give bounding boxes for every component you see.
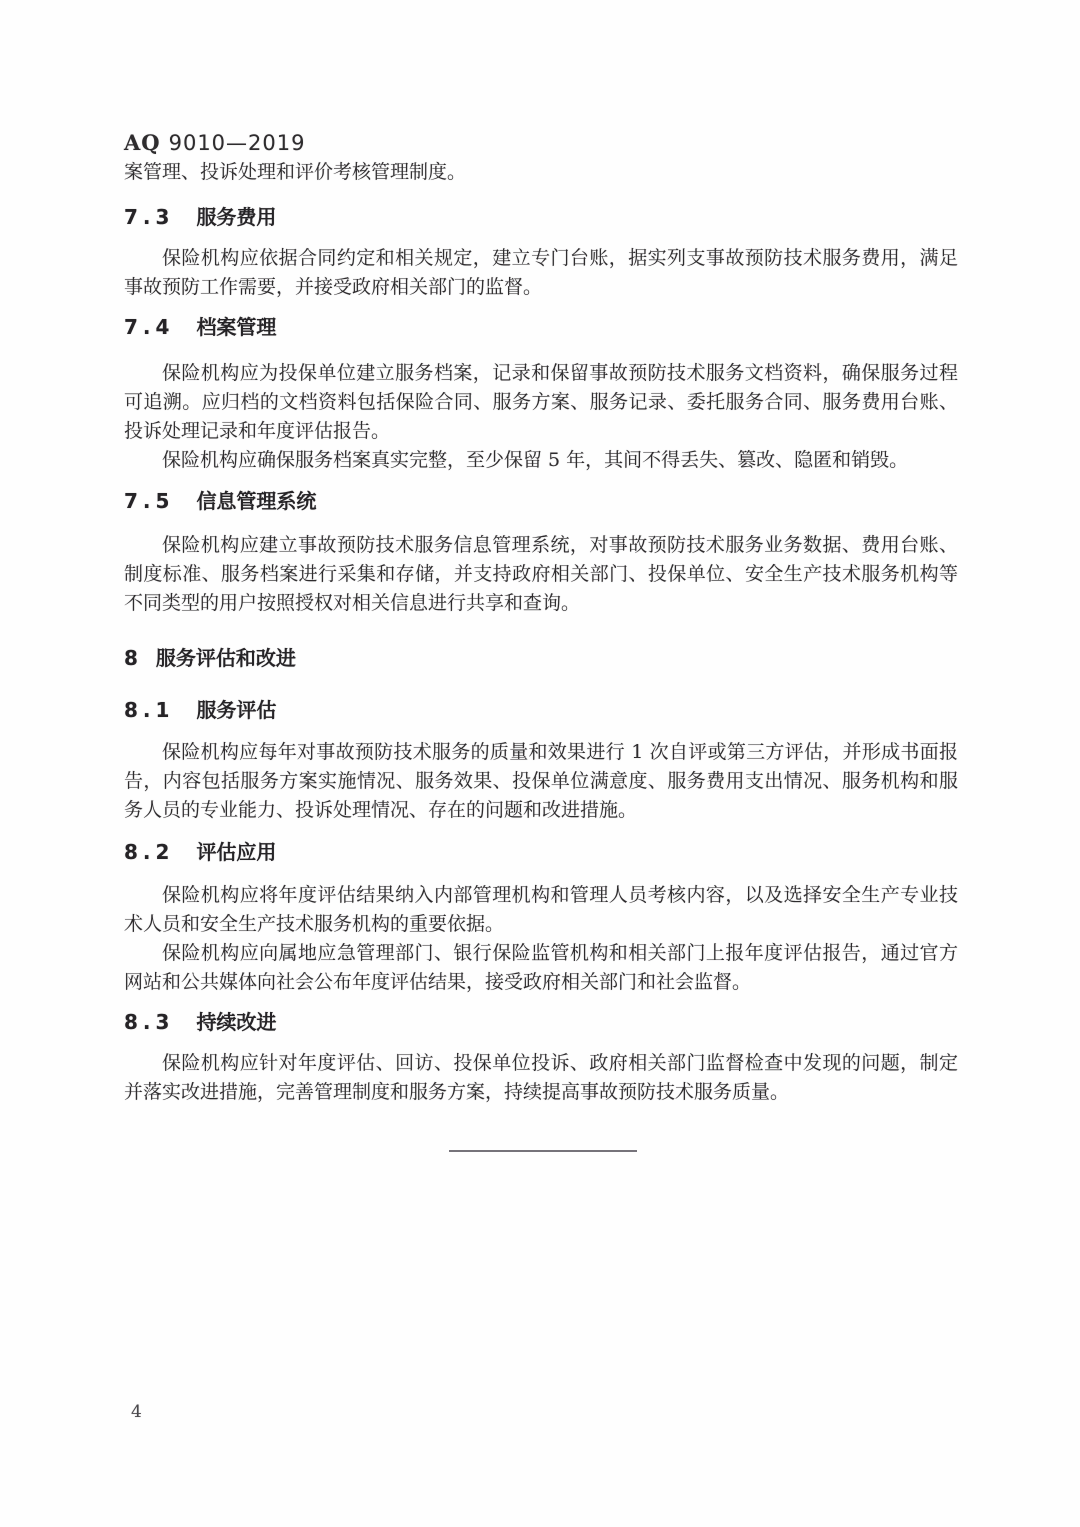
section-heading-7-3: [124, 203, 958, 232]
standard-number: 9010—2019: [168, 131, 306, 155]
paragraph: 保险机构应依据合同约定和相关规定，建立专门台账，据实列支事故预防技术服务费用，满足事故预防工作需要，并接受政府相关部门的监督。: [124, 247, 958, 298]
paragraph: 保险机构应针对年度评估、回访、投保单位投诉、政府相关部门监督检查中发现的问题，制定并落实改进措施，完善管理制度和服务方案，持续提高事故预防技术服务质量。: [124, 1052, 958, 1103]
section-title: 服务评估: [196, 698, 277, 722]
section-title: 档案管理: [196, 315, 277, 339]
section-number: 7.5: [124, 489, 175, 513]
section-title: 信息管理系统: [196, 489, 317, 513]
intro-continuation-paragraph: 案管理、投诉处理和评价考核管理制度。: [124, 161, 467, 183]
chapter-title: 服务评估和改进: [155, 646, 296, 670]
section-title: 持续改进: [196, 1010, 277, 1034]
paragraph: 保险机构应确保服务档案真实完整，至少保留 5 年，其间不得丢失、篡改、隐匿和销毁。: [162, 449, 909, 471]
paragraph: 保险机构应建立事故预防技术服务信息管理系统，对事故预防技术服务业务数据、费用台账、制度标准、服务档案进行采集和存储，并支持政府相关部门、投保单位、安全生产技术服务机构等不同类型的用户按照授权对相关信息进行共享和查询。: [124, 534, 958, 614]
section-heading-7-5: [124, 487, 958, 516]
section-number: 8.3: [124, 1010, 175, 1034]
section-heading-8-3: [124, 1008, 958, 1037]
section-number: 8.1: [124, 698, 175, 722]
paragraph: 保险机构应向属地应急管理部门、银行保险监管机构和相关部门上报年度评估报告，通过官方网站和公共媒体向社会公布年度评估结果，接受政府相关部门和社会监督。: [124, 942, 958, 993]
section-number: 8.2: [124, 840, 175, 864]
end-of-text-rule: [449, 1150, 637, 1152]
page-number: 4: [131, 1402, 142, 1422]
chapter-number: 8: [124, 646, 138, 670]
chapter-heading-8: [124, 644, 958, 673]
section-title: 评估应用: [196, 840, 277, 864]
paragraph: 保险机构应将年度评估结果纳入内部管理机构和管理人员考核内容，以及选择安全生产专业技术人员和安全生产技术服务机构的重要依据。: [124, 884, 958, 935]
paragraph: 保险机构应每年对事故预防技术服务的质量和效果进行 1 次自评或第三方评估，并形成书面报告，内容包括服务方案实施情况、服务效果、投保单位满意度、服务费用支出情况、服务机构和服务人员的专业能力、投诉处理情况、存在的问题和改进措施。: [124, 741, 958, 821]
section-number: 7.3: [124, 205, 175, 229]
section-heading-8-2: [124, 838, 958, 867]
standard-prefix: AQ: [124, 130, 161, 155]
paragraph: 保险机构应为投保单位建立服务档案，记录和保留事故预防技术服务文档资料，确保服务过程可追溯。应归档的文档资料包括保险合同、服务方案、服务记录、委托服务合同、服务费用台账、投诉处理记录和年度评估报告。: [124, 362, 958, 442]
section-heading-7-4: [124, 313, 958, 342]
document-header: [124, 128, 958, 158]
section-title: 服务费用: [196, 205, 277, 229]
section-number: 7.4: [124, 315, 175, 339]
section-heading-8-1: [124, 696, 958, 725]
